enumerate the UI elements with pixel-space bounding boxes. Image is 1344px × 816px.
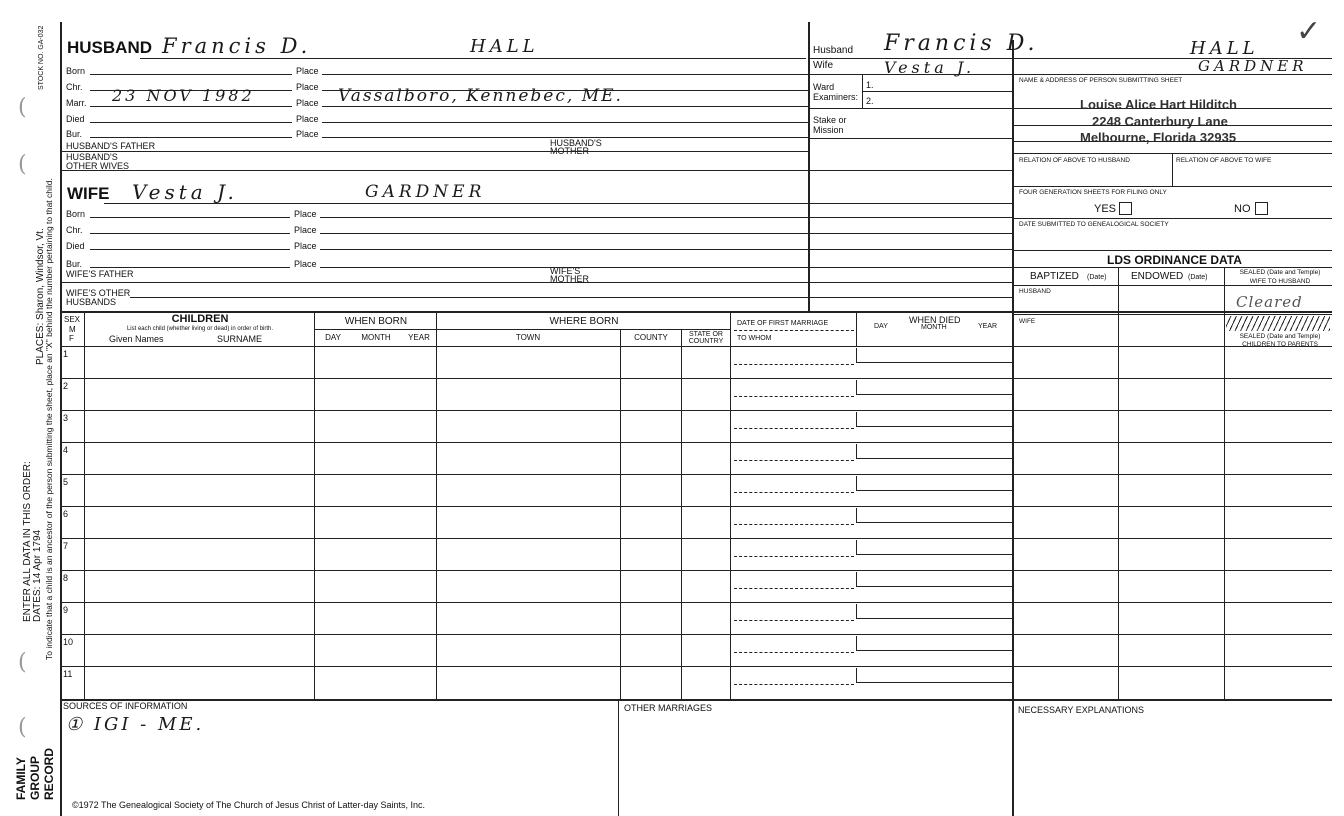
child-died-line xyxy=(856,394,1012,395)
ancestor-instruction: To indicate that a child is an ancestor of the person submitting the sheet, place an "X" behind the number pertaining to that child. xyxy=(44,178,54,660)
died-day-label: DAY xyxy=(874,323,888,330)
date-submitted-label: DATE SUBMITTED TO GENEALOGICAL SOCIETY xyxy=(1019,221,1169,228)
child-marriage-dash xyxy=(734,396,854,397)
husband-mother-label: HUSBAND'S xyxy=(550,138,602,148)
baptized-date-label: (Date) xyxy=(1087,274,1107,281)
husband-bur-date-line xyxy=(90,137,292,138)
mission-label: Mission xyxy=(813,125,844,135)
when-died-col-line xyxy=(856,311,857,347)
wife-born-place-line xyxy=(320,217,1012,218)
to-whom-label: TO WHOM xyxy=(737,335,772,342)
wife-surname[interactable]: GARDNER xyxy=(365,182,486,202)
form-title-2: GROUP xyxy=(28,755,42,800)
child-died-line xyxy=(856,650,1012,651)
child-entry-row[interactable] xyxy=(86,667,726,697)
cleared-note: Cleared xyxy=(1236,293,1303,311)
lds-husband-line xyxy=(1012,314,1332,315)
born-year-label: YEAR xyxy=(408,333,430,342)
child-row-number: 2 xyxy=(63,381,69,391)
husband-born-place-label: Place xyxy=(296,66,319,76)
child-row-number: 4 xyxy=(63,445,69,455)
child-row-number: 7 xyxy=(63,541,69,551)
dates-instruction: DATES: 14 Apr 1794 xyxy=(32,529,43,622)
child-entry-row[interactable] xyxy=(86,443,726,473)
child-died-tick xyxy=(856,636,857,650)
wife-died-place-label: Place xyxy=(294,241,317,251)
sex-f-label: F xyxy=(69,334,74,343)
sources-label: SOURCES OF INFORMATION xyxy=(63,701,188,711)
other-marriages-label: OTHER MARRIAGES xyxy=(624,703,713,713)
child-died-line xyxy=(856,490,1012,491)
sources-value[interactable]: ① IGI - ME. xyxy=(66,714,205,735)
child-marriage-dash xyxy=(734,684,854,685)
child-died-tick xyxy=(856,476,857,490)
sealed-wife-label-1: SEALED (Date and Temple) xyxy=(1239,269,1321,276)
husband-bur-place-label: Place xyxy=(296,129,319,139)
sex-col-line xyxy=(84,311,85,699)
bottom-section-line xyxy=(60,699,1332,701)
stock-number: STOCK NO. GA-032 xyxy=(38,25,45,90)
submitter-line-1 xyxy=(1012,108,1332,109)
wife-died-date-line xyxy=(90,249,290,250)
sex-m-label: M xyxy=(69,325,76,334)
examiner-1-line xyxy=(862,91,1012,92)
sealed-hatch xyxy=(1226,316,1330,331)
town-label: TOWN xyxy=(515,333,541,342)
sealed-child-label-1: SEALED (Date and Temple) xyxy=(1239,333,1321,340)
husband-marr-date-line xyxy=(90,106,292,107)
submitter-label: NAME & ADDRESS OF PERSON SUBMITTING SHEET xyxy=(1019,77,1183,84)
no-label: NO xyxy=(1234,203,1251,215)
husband-name-line xyxy=(140,58,806,59)
when-died-label: WHEN DIED xyxy=(909,315,961,325)
child-entry-row[interactable] xyxy=(86,635,726,665)
child-row-number: 1 xyxy=(63,349,69,359)
child-died-tick xyxy=(856,348,857,362)
husband-born-label: Born xyxy=(66,66,86,76)
four-gen-line xyxy=(1012,218,1332,219)
wife-chr-date-line xyxy=(90,233,290,234)
punch-hole-mark: ( xyxy=(18,152,27,177)
relation-bottom-line xyxy=(1012,186,1332,187)
husband-bur-label: Bur. xyxy=(66,129,83,139)
relation-husband-label: RELATION OF ABOVE TO HUSBAND xyxy=(1019,157,1130,164)
died-year-label: YEAR xyxy=(978,323,998,330)
wife-bur-place-line xyxy=(320,267,1012,268)
husband-chr-label: Chr. xyxy=(66,82,83,92)
wife-other-husbands-label: WIFE'S OTHER xyxy=(66,288,131,298)
lds-col-2 xyxy=(1224,267,1225,700)
wife-born-date-line xyxy=(90,217,290,218)
husband-surname[interactable]: HALL xyxy=(470,36,539,57)
wife-bur-date-line xyxy=(90,267,290,268)
punch-hole-mark: ( xyxy=(18,715,27,740)
child-row-number: 6 xyxy=(63,509,69,519)
child-marriage-dash xyxy=(734,588,854,589)
husband-other-wives-line xyxy=(60,170,1012,171)
sealed-wife-label-2: WIFE TO HUSBAND xyxy=(1249,278,1311,285)
child-marriage-dash xyxy=(734,460,854,461)
wife-born-place-label: Place xyxy=(294,209,317,219)
necessary-explanations-label: NECESSARY EXPLANATIONS xyxy=(1018,705,1145,715)
rp-husband-label: Husband xyxy=(813,45,854,56)
child-died-tick xyxy=(856,412,857,426)
subheader-line xyxy=(314,329,730,330)
wife-chr-label: Chr. xyxy=(66,225,83,235)
form-title-1: FAMILY xyxy=(14,757,28,800)
yes-label: YES xyxy=(1094,203,1117,215)
husband-father-line xyxy=(60,151,808,152)
yes-checkbox[interactable] xyxy=(1119,202,1132,215)
husband-father-label: HUSBAND'S FATHER xyxy=(66,141,156,151)
where-born-label: WHERE BORN xyxy=(549,316,619,327)
lds-husband-row: HUSBAND xyxy=(1019,288,1051,295)
form-title-3: RECORD xyxy=(42,747,56,800)
lds-header-line xyxy=(1012,285,1332,286)
lds-title-line xyxy=(1012,267,1332,268)
wife-died-place-line xyxy=(320,249,1012,250)
wife-mother-label: WIFE'S xyxy=(550,266,581,276)
child-row-number: 8 xyxy=(63,573,69,583)
husband-chr-place-label: Place xyxy=(296,82,319,92)
child-died-tick xyxy=(856,540,857,554)
examiners-label: Examiners: xyxy=(813,92,859,102)
child-entry-row[interactable] xyxy=(86,539,726,569)
child-marriage-dash xyxy=(734,556,854,557)
baptized-label: BAPTIZED xyxy=(1030,271,1079,282)
husband-mother-label-2: MOTHER xyxy=(550,146,589,156)
lds-title: LDS ORDINANCE DATA xyxy=(1107,253,1242,267)
wife-other-husbands-label-2: HUSBANDS xyxy=(66,297,117,307)
endowed-label: ENDOWED xyxy=(1131,271,1184,282)
no-checkbox[interactable] xyxy=(1255,202,1268,215)
sealed-child-label-2: CHILDREN TO PARENTS xyxy=(1242,341,1318,348)
endowed-date-label: (Date) xyxy=(1188,274,1208,281)
punch-hole-mark: ( xyxy=(18,650,27,675)
child-row-number: 3 xyxy=(63,413,69,423)
rp-wife-label: Wife xyxy=(813,60,833,71)
child-died-tick xyxy=(856,380,857,394)
state-col-line xyxy=(730,311,731,699)
child-entry-row[interactable] xyxy=(86,507,726,537)
child-died-line xyxy=(856,554,1012,555)
submitter-city[interactable]: Melbourne, Florida 32935 xyxy=(1080,130,1237,145)
child-marriage-dash xyxy=(734,428,854,429)
wife-other-husbands-line xyxy=(130,297,1012,298)
husband-other-wives-label-2: OTHER WIVES xyxy=(66,161,130,171)
lds-col-1 xyxy=(1118,267,1119,700)
child-marriage-dash xyxy=(734,492,854,493)
born-day-label: DAY xyxy=(325,333,341,342)
ward-label: Ward xyxy=(813,82,835,92)
child-marriage-dash xyxy=(734,652,854,653)
wife-bur-label: Bur. xyxy=(66,259,83,269)
child-died-tick xyxy=(856,572,857,586)
relation-wife-label: RELATION OF ABOVE TO WIFE xyxy=(1176,157,1272,164)
relation-divider xyxy=(1172,153,1173,186)
husband-born-place-line xyxy=(322,74,808,75)
child-entry-row[interactable] xyxy=(86,571,726,601)
child-entry-row[interactable] xyxy=(86,475,726,505)
date-submitted-line xyxy=(1012,250,1332,251)
rp-husband-given[interactable]: Francis D. xyxy=(884,31,1039,56)
data-order-instruction: ENTER ALL DATA IN THIS ORDER: xyxy=(22,461,33,622)
children-table-top xyxy=(60,311,1332,313)
husband-heading: HUSBAND xyxy=(67,38,152,57)
child-died-tick xyxy=(856,668,857,682)
submitter-name[interactable]: Louise Alice Hart Hilditch xyxy=(1080,97,1237,112)
husband-marr-label: Marr. xyxy=(66,98,87,108)
wife-died-label: Died xyxy=(66,241,85,251)
marriage-dash-line xyxy=(734,330,854,331)
given-names-label: Given Names xyxy=(109,334,164,344)
child-died-tick xyxy=(856,444,857,458)
wife-chr-place-label: Place xyxy=(294,225,317,235)
child-died-tick xyxy=(856,508,857,522)
wife-born-label: Born xyxy=(66,209,86,219)
wife-name-line xyxy=(104,203,1012,204)
state-label-2: COUNTRY xyxy=(688,338,724,345)
rp-wife-given[interactable]: Vesta J. xyxy=(884,58,976,77)
husband-died-place-line xyxy=(322,122,808,123)
copyright: ©1972 The Genealogical Society of The Church of Jesus Christ of Latter-day Saints, Inc. xyxy=(72,800,425,810)
checkmark: ✓ xyxy=(1296,14,1322,49)
county-label: COUNTY xyxy=(634,333,668,342)
child-row-number: 10 xyxy=(63,637,74,647)
wife-mother-label-2: MOTHER xyxy=(550,274,589,284)
children-heading: CHILDREN xyxy=(171,313,229,325)
child-died-line xyxy=(856,522,1012,523)
husband-marr-place-line xyxy=(322,106,808,107)
child-died-line xyxy=(856,362,1012,363)
husband-born-date-line xyxy=(90,74,292,75)
marriage-place[interactable]: Vassalboro, Kennebec, ME. xyxy=(338,86,623,106)
children-note: List each child (whether living or dead) in order of birth. xyxy=(126,326,274,332)
sources-divider xyxy=(618,699,619,816)
center-divider xyxy=(808,22,810,312)
child-died-line xyxy=(856,618,1012,619)
child-died-line xyxy=(856,426,1012,427)
child-entry-row[interactable] xyxy=(86,411,726,441)
places-instruction: PLACES: Sharon, Windsor, Vt. xyxy=(35,228,46,365)
child-marriage-dash xyxy=(734,620,854,621)
stake-label: Stake or xyxy=(813,115,847,125)
rp-husband-surname[interactable]: HALL xyxy=(1190,38,1259,59)
child-marriage-dash xyxy=(734,524,854,525)
submitter-line-3 xyxy=(1012,141,1332,142)
stake-line xyxy=(808,138,1012,139)
husband-died-label: Died xyxy=(66,114,85,124)
child-entry-row[interactable] xyxy=(86,379,726,409)
wife-father-line xyxy=(60,282,1012,283)
submitter-line-2 xyxy=(1012,125,1332,126)
rp-wife-surname[interactable]: GARDNER xyxy=(1198,57,1308,75)
lds-wife-row: WIFE xyxy=(1019,318,1036,325)
wife-given-name[interactable]: Vesta J. xyxy=(132,180,238,204)
child-marriage-dash xyxy=(734,364,854,365)
wife-bur-place-label: Place xyxy=(294,259,317,269)
first-marriage-label: DATE OF FIRST MARRIAGE xyxy=(737,320,829,327)
punch-hole-mark: ( xyxy=(18,95,27,120)
surname-label: SURNAME xyxy=(217,334,263,344)
examiner-2: 2. xyxy=(866,96,874,106)
marriage-date[interactable]: 23 NOV 1982 xyxy=(112,86,255,105)
wife-heading: WIFE xyxy=(67,184,110,203)
wife-chr-place-line xyxy=(320,233,1012,234)
child-row-number: 5 xyxy=(63,477,69,487)
four-gen-label: FOUR GENERATION SHEETS FOR FILING ONLY xyxy=(1019,189,1167,196)
left-border xyxy=(60,22,62,816)
sex-label: SEX xyxy=(64,315,81,324)
born-month-label: MONTH xyxy=(361,333,391,342)
child-entry-row[interactable] xyxy=(86,347,726,377)
rp-wife-line xyxy=(808,74,1332,75)
when-born-label: WHEN BORN xyxy=(344,316,408,327)
husband-other-wives-label: HUSBAND'S xyxy=(66,152,118,162)
child-died-tick xyxy=(856,604,857,618)
child-died-line xyxy=(856,458,1012,459)
child-died-line xyxy=(856,586,1012,587)
ward-line xyxy=(808,108,1012,109)
died-month-label: MONTH xyxy=(921,324,947,331)
state-label-1: STATE OR xyxy=(689,331,723,338)
child-row-number: 9 xyxy=(63,605,69,615)
child-entry-row[interactable] xyxy=(86,603,726,633)
husband-died-place-label: Place xyxy=(296,114,319,124)
child-row-number: 11 xyxy=(63,669,73,679)
submitter-street[interactable]: 2248 Canterbury Lane xyxy=(1092,114,1228,129)
child-died-line xyxy=(856,682,1012,683)
husband-marr-place-label: Place xyxy=(296,98,319,108)
husband-given-name[interactable]: Francis D. xyxy=(162,34,312,58)
examiner-1: 1. xyxy=(866,80,874,90)
husband-died-date-line xyxy=(90,122,292,123)
wife-father-label: WIFE'S FATHER xyxy=(66,269,134,279)
